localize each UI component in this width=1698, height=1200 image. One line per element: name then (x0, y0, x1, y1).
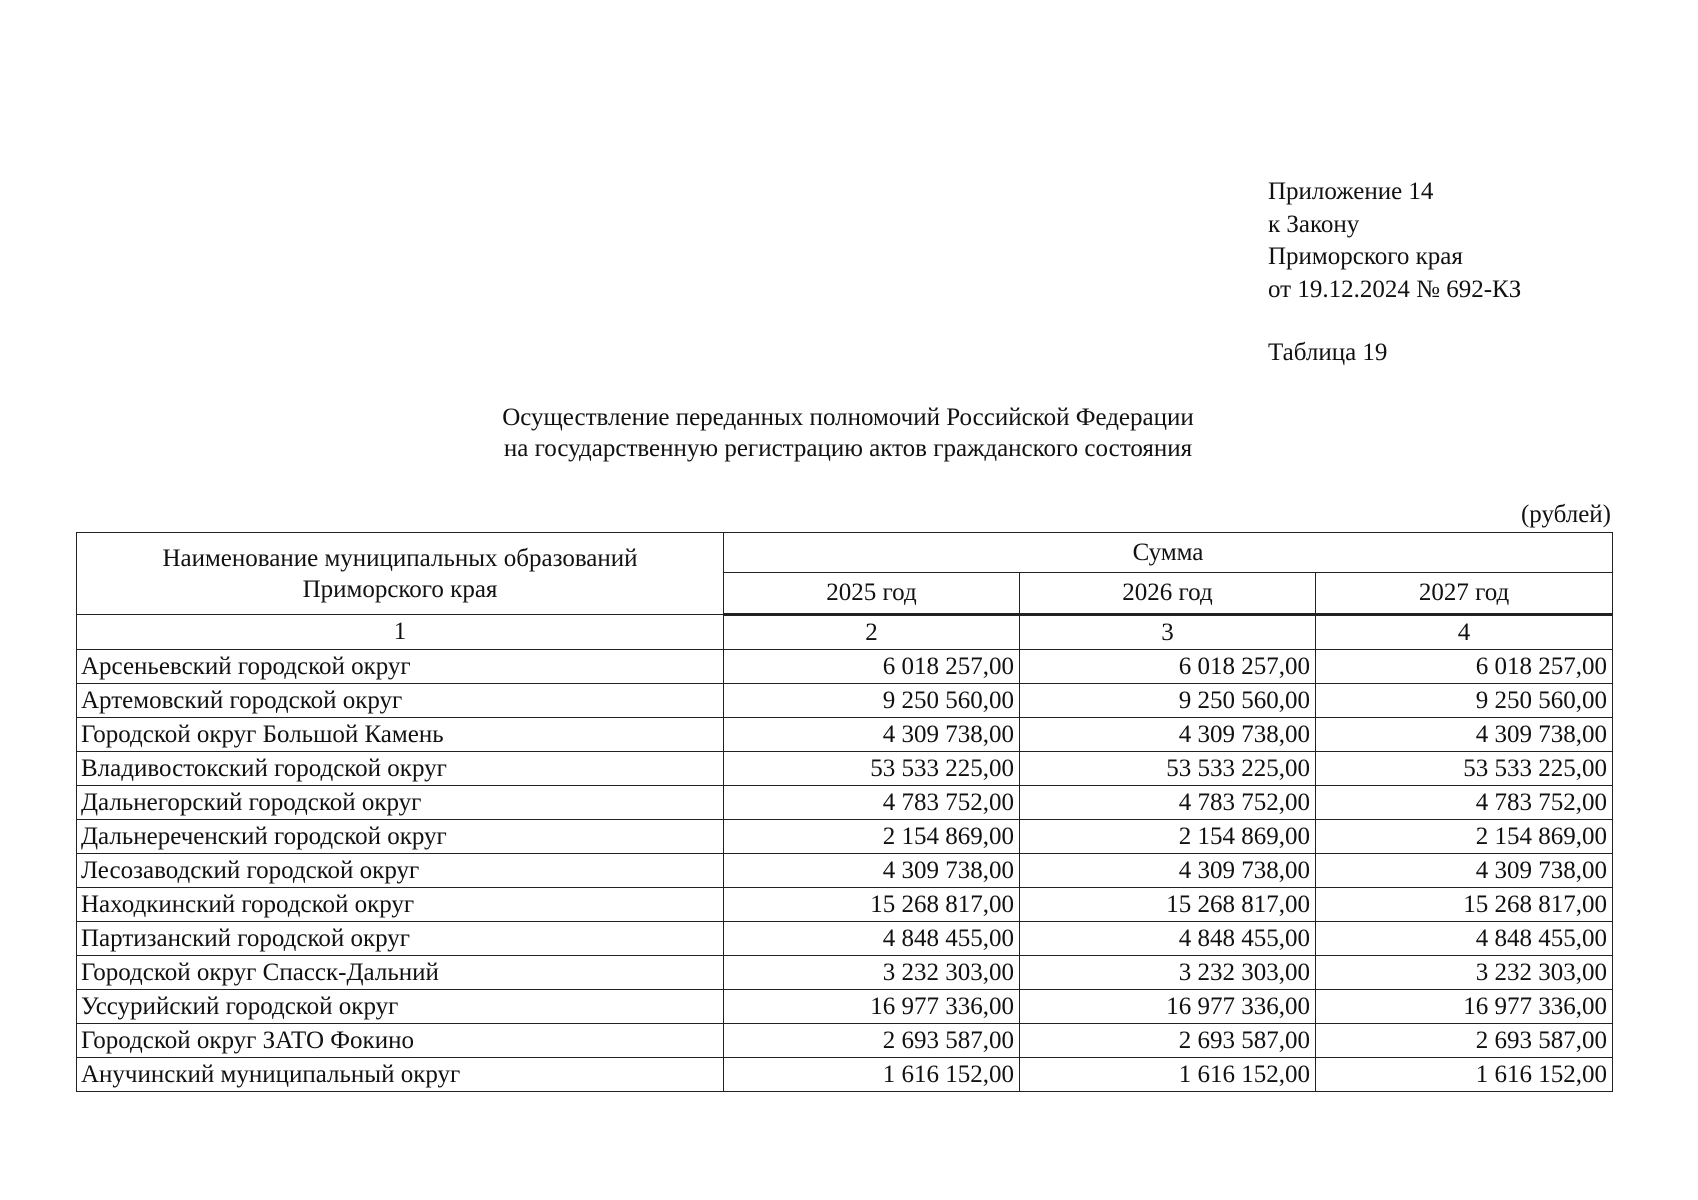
amount-cell: 2 154 869,00 (1020, 820, 1316, 854)
amount-cell: 3 232 303,00 (724, 956, 1020, 990)
document-title (452, 402, 1244, 464)
appendix-line: к Закону (1268, 210, 1360, 238)
amount-cell: 6 018 257,00 (1020, 650, 1316, 684)
municipality-name-cell: Уссурийский городской округ (77, 990, 724, 1024)
table-row (77, 1024, 1613, 1058)
year-column-header: 2026 год (1020, 573, 1316, 615)
amount-cell: 2 154 869,00 (724, 820, 1020, 854)
amount-cell: 4 309 738,00 (724, 854, 1020, 888)
table-row (77, 786, 1613, 820)
table-row (77, 990, 1613, 1024)
document-title-line: на государственную регистрацию актов гражданского состояния (503, 435, 1193, 462)
amount-cell: 15 268 817,00 (1020, 888, 1316, 922)
amount-cell: 2 154 869,00 (1316, 820, 1613, 854)
municipality-name-cell: Артемовский городской округ (77, 684, 724, 718)
table-row (77, 922, 1613, 956)
table-row (77, 684, 1613, 718)
municipality-name-cell: Владивостокский городской округ (77, 752, 724, 786)
amount-cell: 3 232 303,00 (1316, 956, 1613, 990)
amount-cell: 4 848 455,00 (724, 922, 1020, 956)
amount-cell: 9 250 560,00 (724, 684, 1020, 718)
table-row (77, 888, 1613, 922)
amount-cell: 9 250 560,00 (1316, 684, 1613, 718)
amount-cell: 53 533 225,00 (1020, 752, 1316, 786)
units-label: (рублей) (1520, 501, 1611, 528)
amount-cell: 4 309 738,00 (1020, 718, 1316, 752)
amount-cell: 16 977 336,00 (1020, 990, 1316, 1024)
municipality-name-cell: Дальнегорский городской округ (77, 786, 724, 820)
amount-cell: 4 783 752,00 (724, 786, 1020, 820)
amount-cell: 2 693 587,00 (1316, 1024, 1613, 1058)
amount-cell: 4 309 738,00 (1316, 718, 1613, 752)
amount-cell: 4 783 752,00 (1020, 786, 1316, 820)
column-number: 4 (1316, 615, 1613, 650)
table-row (77, 956, 1613, 990)
municipality-name-cell: Лесозаводский городской округ (77, 854, 724, 888)
amount-cell: 9 250 560,00 (1020, 684, 1316, 718)
amount-cell: 15 268 817,00 (724, 888, 1020, 922)
table-number: Таблица 19 (1268, 339, 1388, 366)
amount-cell: 4 848 455,00 (1020, 922, 1316, 956)
table-header (77, 533, 1613, 615)
amount-cell: 4 848 455,00 (1316, 922, 1613, 956)
year-column-header: 2025 год (724, 573, 1020, 615)
municipality-column-header: Наименование муниципальных образований Приморского края (77, 533, 724, 615)
amount-cell: 6 018 257,00 (1316, 650, 1613, 684)
column-number: 1 (77, 615, 724, 650)
amount-cell: 2 693 587,00 (724, 1024, 1020, 1058)
amount-cell: 16 977 336,00 (724, 990, 1020, 1024)
municipality-name-cell: Городской округ Большой Камень (77, 718, 724, 752)
column-number: 2 (724, 615, 1020, 650)
municipality-name-cell: Городской округ ЗАТО Фокино (77, 1024, 724, 1058)
sum-column-header: Сумма (724, 533, 1613, 573)
table-row (77, 718, 1613, 752)
amount-cell: 1 616 152,00 (1316, 1058, 1613, 1092)
municipality-name-cell: Партизанский городской округ (77, 922, 724, 956)
appendix-line: Приморского края (1268, 243, 1463, 270)
amount-cell: 1 616 152,00 (724, 1058, 1020, 1092)
table-row (77, 650, 1613, 684)
municipality-name-cell: Дальнереченский городской округ (77, 820, 724, 854)
appendix-line: от 19.12.2024 № 692-КЗ (1268, 275, 1522, 303)
amount-cell: 4 783 752,00 (1316, 786, 1613, 820)
amount-cell: 4 309 738,00 (724, 718, 1020, 752)
amount-cell: 15 268 817,00 (1316, 888, 1613, 922)
amount-cell: 3 232 303,00 (1020, 956, 1316, 990)
amount-cell: 53 533 225,00 (724, 752, 1020, 786)
amount-cell: 6 018 257,00 (724, 650, 1020, 684)
municipality-name-cell: Городской округ Спасск-Дальний (77, 956, 724, 990)
amount-cell: 16 977 336,00 (1316, 990, 1613, 1024)
allocation-table (76, 532, 1613, 1092)
column-number: 3 (1020, 615, 1316, 650)
table-row (77, 820, 1613, 854)
amount-cell: 4 309 738,00 (1316, 854, 1613, 888)
amount-cell: 53 533 225,00 (1316, 752, 1613, 786)
amount-cell: 1 616 152,00 (1020, 1058, 1316, 1092)
municipality-name-cell: Арсеньевский городской округ (77, 650, 724, 684)
document-title-line: Осуществление переданных полномочий Российской Федерации (502, 404, 1194, 431)
year-column-header: 2027 год (1316, 573, 1613, 615)
table-body (77, 615, 1613, 1092)
amount-cell: 2 693 587,00 (1020, 1024, 1316, 1058)
table-row (77, 752, 1613, 786)
appendix-line: Приложение 14 (1268, 178, 1434, 205)
table-row (77, 1058, 1613, 1092)
column-number-row (77, 615, 1613, 650)
municipality-name-cell: Анучинский муниципальный округ (77, 1058, 724, 1092)
amount-cell: 4 309 738,00 (1020, 854, 1316, 888)
appendix-reference (1268, 176, 1521, 306)
table-row (77, 854, 1613, 888)
municipality-name-cell: Находкинский городской округ (77, 888, 724, 922)
